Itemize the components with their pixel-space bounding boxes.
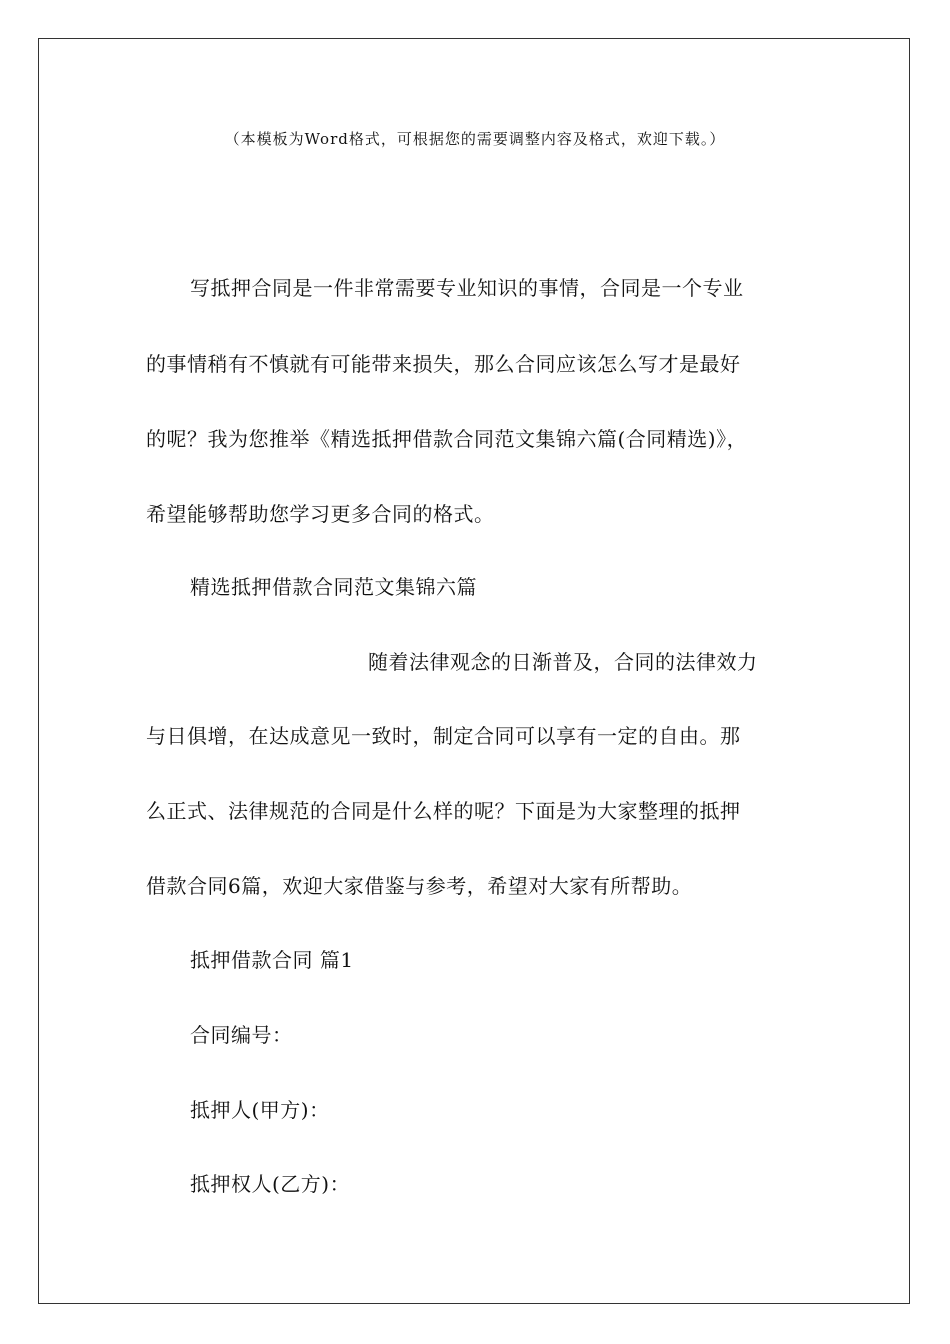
- field-contract-number: 合同编号：: [190, 1023, 293, 1047]
- para2-line-1: 随着法律观念的日渐普及，合同的法律效力: [368, 650, 758, 674]
- intro-line-1: 写抵押合同是一件非常需要专业知识的事情，合同是一个专业: [190, 276, 744, 300]
- collection-title: 精选抵押借款合同范文集锦六篇: [190, 575, 477, 599]
- field-mortgagor: 抵押人(甲方)：: [190, 1098, 330, 1122]
- intro-line-3: 的呢？我为您推举《精选抵押借款合同范文集锦六篇(合同精选)》，: [146, 427, 748, 451]
- intro-line-4: 希望能够帮助您学习更多合同的格式。: [146, 502, 495, 526]
- para2-line-4: 借款合同6篇，欢迎大家借鉴与参考，希望对大家有所帮助。: [146, 874, 693, 898]
- para2-line-3: 么正式、法律规范的合同是什么样的呢？下面是为大家整理的抵押: [146, 799, 741, 823]
- contract-heading: 抵押借款合同 篇1: [190, 948, 354, 972]
- template-notice: （本模板为Word格式，可根据您的需要调整内容及格式，欢迎下载。）: [224, 130, 726, 148]
- para2-line-2: 与日俱增，在达成意见一致时，制定合同可以享有一定的自由。那: [146, 724, 741, 748]
- field-mortgagee: 抵押权人(乙方)：: [190, 1172, 351, 1196]
- intro-line-2: 的事情稍有不慎就有可能带来损失，那么合同应该怎么写才是最好: [146, 352, 741, 376]
